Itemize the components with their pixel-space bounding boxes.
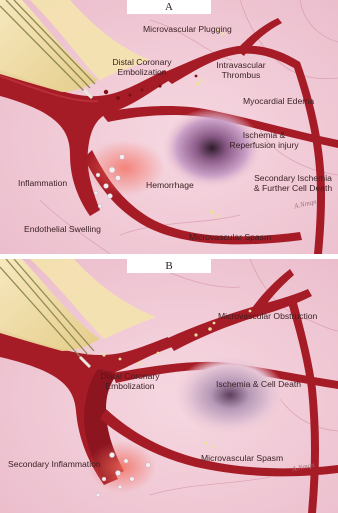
label-distal-embolization bbox=[104, 57, 180, 77]
label-line: Intravascular bbox=[216, 60, 266, 70]
label-microvascular-plugging: Microvascular Plugging bbox=[143, 24, 232, 34]
label-line: Thrombus bbox=[221, 70, 261, 80]
label-microvascular-spasm: Microvascular Spasm bbox=[201, 453, 284, 463]
panel-b bbox=[0, 259, 338, 513]
label-line: Ischemia & bbox=[242, 130, 286, 140]
label-line: Secondary Ischemia bbox=[254, 173, 332, 183]
label-line: Distal Coronary bbox=[100, 371, 160, 381]
label-line: Embolization bbox=[117, 67, 167, 77]
label-line: & Further Cell Death bbox=[253, 183, 333, 193]
panel-a-illustration bbox=[0, 0, 338, 254]
panel-letter: B bbox=[127, 259, 211, 273]
label-line: Distal Coronary bbox=[112, 57, 172, 67]
label-intravascular-thrombus bbox=[213, 60, 269, 80]
label-ischemia-cell-death: Ischemia & Cell Death bbox=[216, 379, 302, 389]
label-distal-embolization bbox=[90, 371, 170, 391]
label-hemorrhage: Hemorrhage bbox=[146, 180, 194, 190]
label-endothelial-swelling: Endothelial Swelling bbox=[24, 224, 101, 234]
label-inflammation: Inflammation bbox=[18, 178, 68, 188]
artist-signature: A.Nmqn bbox=[291, 460, 316, 474]
label-myocardial-edema: Myocardial Edema bbox=[243, 96, 315, 106]
label-secondary-inflammation: Secondary Inflammation bbox=[8, 459, 101, 469]
artist-signature: A.Nmqn bbox=[293, 197, 318, 211]
label-microvascular-spasm: Microvascular Spasm bbox=[189, 232, 272, 242]
label-ischemia-reperfusion bbox=[220, 130, 308, 150]
label-secondary-ischemia bbox=[249, 173, 337, 193]
label-microvascular-obstruction: Microvascular Obstruction bbox=[218, 311, 318, 321]
label-line: Reperfusion injury bbox=[229, 140, 299, 150]
label-line: Embolization bbox=[105, 381, 155, 391]
panel-letter: A bbox=[127, 0, 211, 14]
panel-a bbox=[0, 0, 338, 254]
